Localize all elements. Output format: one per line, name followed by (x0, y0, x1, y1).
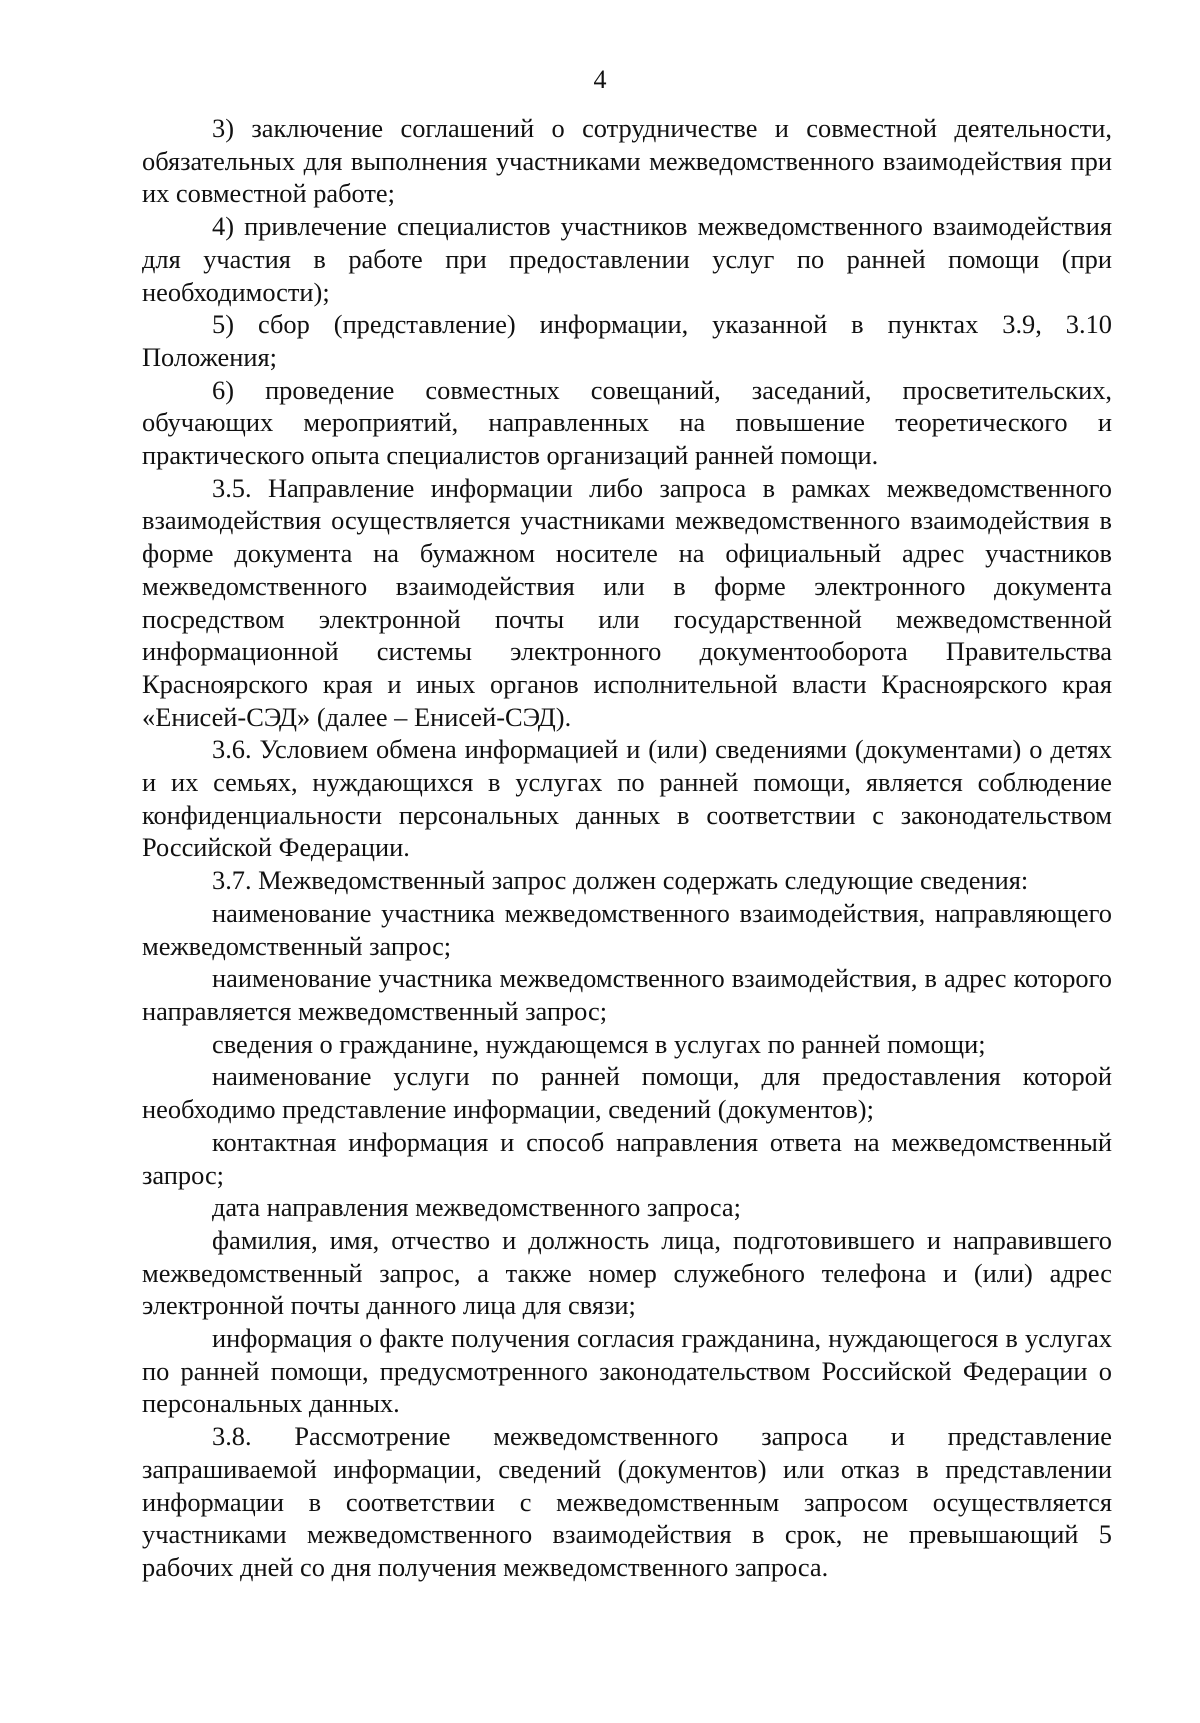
request-item-citizen-info: сведения о гражданине, нуждающемся в услугах по ранней помощи; (212, 1028, 986, 1059)
request-item-consent-info: информация о факте получения согласия гражданина, нуждающегося в услугах по ранней помощи, предусмотренного законодательством Российской Федерации о персональных данных. (142, 1323, 1112, 1419)
page-number: 4 (593, 65, 607, 94)
paragraph-3-5: 3.5. Направление информации либо запроса в рамках межведомственного взаимодействия осуществляется участниками межведомственного взаимодействия в форме документа на бумажном носителе на официальный адрес участников межведомственного взаимодействия или в форме электронного документа посредством электронной почты или государственной межведомственной информационной системы электронного документооборота Правительства Красноярского края и иных органов исполнительной власти Красноярского края «Енисей-СЭД» (далее – Енисей-СЭД). (142, 472, 1112, 732)
request-item-responsible-person: фамилия, имя, отчество и должность лица, подготовившего и направившего межведомственный запрос, а также номер служебного телефона и (или) адрес электронной почты данного лица для связи; (142, 1224, 1112, 1321)
paragraph-3-8: 3.8. Рассмотрение межведомственного запроса и представление запрашиваемой информации, сведений (документов) или отказ в представлении информации в соответствии с межведомственным запросом осуществляется участниками межведомственного взаимодействия в срок, не превышающий 5 рабочих дней со дня получения межведомственного запроса. (142, 1421, 1112, 1582)
paragraph-3-6: 3.6. Условием обмена информацией и (или) сведениями (документами) о детях и их семьях, нуждающихся в услугах по ранней помощи, является соблюдение конфиденциальности персональных данных в соответствии с законодательством Российской Федерации. (142, 734, 1112, 863)
request-item-recipient-name: наименование участника межведомственного взаимодействия, в адрес которого направляется межведомственный запрос; (142, 963, 1112, 1026)
request-item-date: дата направления межведомственного запроса; (212, 1192, 741, 1223)
paragraph-3-3-item-6: 6) проведение совместных совещаний, заседаний, просветительских, обучающих мероприятий, направленных на повышение теоретического и практического опыта специалистов организаций ранней помощи. (142, 374, 1112, 471)
paragraph-3-3-item-4: 4) привлечение специалистов участников межведомственного взаимодействия для участия в работе при предоставлении услуг по ранней помощи (при необходимости); (142, 211, 1112, 307)
paragraph-3-3-item-5: 5) сбор (представление) информации, указанной в пунктах 3.9, 3.10 Положения; (142, 309, 1112, 372)
request-item-contact-info: контактная информация и способ направления ответа на межведомственный запрос; (142, 1126, 1112, 1190)
paragraph-3-7: 3.7. Межведомственный запрос должен содержать следующие сведения: (212, 865, 1029, 896)
document-body (142, 112, 1112, 1584)
paragraph-3-3-item-3: 3) заключение соглашений о сотрудничестве и совместной деятельности, обязательных для выполнения участниками межведомственного взаимодействия при их совместной работе; (142, 113, 1112, 209)
request-item-service-name: наименование услуги по ранней помощи, для предоставления которой необходимо представление информации, сведений (документов); (142, 1061, 1112, 1125)
request-item-sender-name: наименование участника межведомственного взаимодействия, направляющего межведомственный запрос; (142, 897, 1112, 961)
